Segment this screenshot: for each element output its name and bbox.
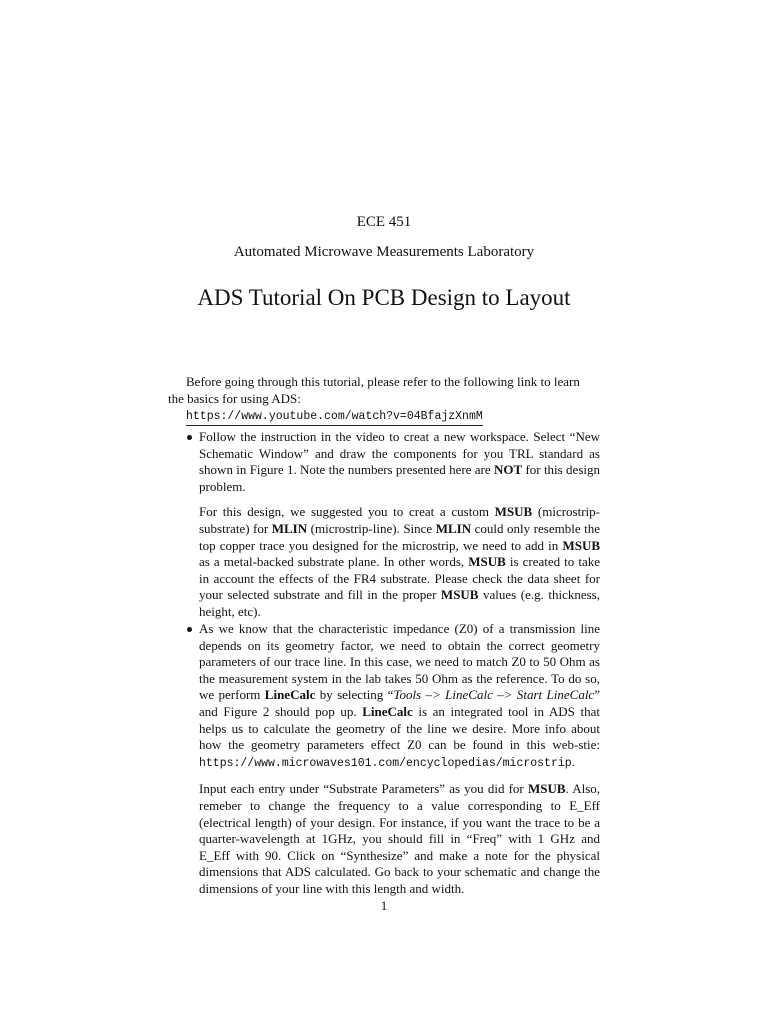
intro-line-1: Before going through this tutorial, please refer to the following link to learn bbox=[186, 374, 580, 389]
bullet-icon bbox=[187, 627, 192, 632]
page-number: 1 bbox=[380, 898, 388, 913]
list-item bbox=[168, 621, 600, 907]
youtube-link[interactable]: https://www.youtube.com/watch?v=04BfajzXnmM bbox=[186, 409, 483, 426]
course-code: ECE 451 bbox=[356, 214, 412, 230]
microwaves101-link[interactable]: https://www.microwaves101.com/encyclopedias/microstrip bbox=[199, 756, 572, 770]
list-item bbox=[168, 429, 600, 630]
bullet-icon bbox=[187, 435, 192, 440]
document-title: ADS Tutorial On PCB Design to Layout bbox=[197, 285, 571, 310]
intro-line-2: the basics for using ADS: bbox=[168, 390, 301, 406]
bullet1-paragraph-1: Follow the instruction in the video to creat a new workspace. Select “New Schematic Window” and draw the components for you TRL standard as shown in Figure 1. Note the numbers presented here are NOT for this design problem. bbox=[199, 429, 600, 494]
intro-paragraph bbox=[168, 374, 600, 426]
bullet1-paragraph-2: For this design, we suggested you to creat a custom MSUB (microstrip-substrate) for MLIN (microstrip-line). Since MLIN could only resemble the top copper trace you designed for the microstrip, we need to add in MSUB as a metal-backed substrate plane. In other words, MSUB is created to take in account the effects of the FR4 substrate. Please check the data sheet for your selected substrate and fill in the proper MSUB values (e.g. thickness, height, etc). bbox=[199, 504, 600, 619]
bullet2-paragraph-2: Input each entry under “Substrate Parameters” as you did for MSUB. Also, remeber to change the frequency to a value corresponding to E_Eff (electrical length) of your design. For instance, if you want the trace to be a quarter-wavelength at 1GHz, you should fill in “Freq” with 1 GHz and E_Eff with 90. Click on “Synthesize” and make a note for the physical dimensions that ADS calculated. Go back to your schematic and change the dimensions of your line with this length and width. bbox=[199, 781, 601, 896]
bullet2-paragraph-1: As we know that the characteristic impedance (Z0) of a transmission line depends on its geometry factor, we need to obtain the correct geometry parameters of our trace line. In this case, we need to match Z0 to 50 Ohm as the measurement system in the lab takes 50 Ohm as the reference. To do so, we perform LineCalc by selecting “Tools –> LineCalc –> Start LineCalc” and Figure 2 should pop up. LineCalc is an integrated tool in ADS that helps us to calculate the geometry of the line we desire. More info about how the geometry parameters effect Z0 can be found in this web-stie: https://www.microwaves101.com/encyclopedias/microstrip. bbox=[199, 621, 600, 770]
lab-name: Automated Microwave Measurements Laboratory bbox=[233, 244, 535, 260]
